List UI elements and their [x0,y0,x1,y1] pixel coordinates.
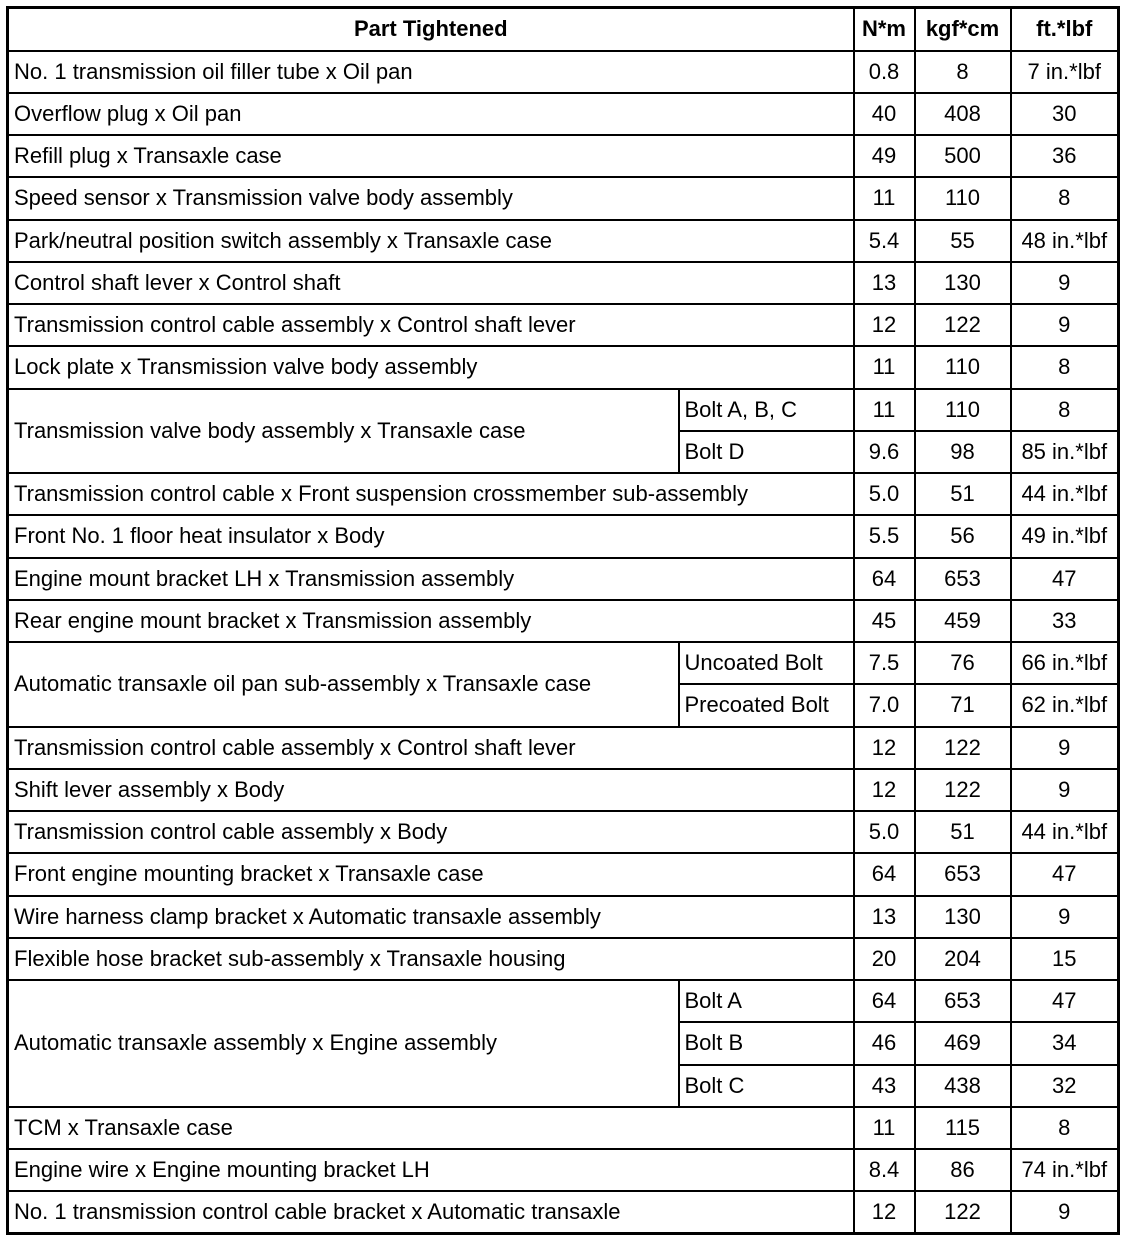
kgf-cell: 459 [915,600,1011,642]
kgf-cell: 653 [915,558,1011,600]
kgf-cell: 122 [915,1191,1011,1233]
ft-lbf-cell: 8 [1011,389,1119,431]
nm-cell: 13 [854,896,915,938]
header-nm: N*m [854,8,915,51]
part-cell: Control shaft lever x Control shaft [8,262,854,304]
ft-lbf-cell: 32 [1011,1065,1119,1107]
ft-lbf-cell: 48 in.*lbf [1011,220,1119,262]
kgf-cell: 76 [915,642,1011,684]
header-ft-lbf: ft.*lbf [1011,8,1119,51]
table-row [8,473,1119,515]
nm-cell: 5.4 [854,220,915,262]
nm-cell: 12 [854,769,915,811]
table-row [8,220,1119,262]
bolt-cell: Bolt D [679,431,854,473]
kgf-cell: 469 [915,1022,1011,1064]
nm-cell: 11 [854,1107,915,1149]
nm-cell: 20 [854,938,915,980]
nm-cell: 11 [854,346,915,388]
kgf-cell: 8 [915,51,1011,93]
header-row [8,8,1119,51]
table-row [8,304,1119,346]
table-row [8,51,1119,93]
part-cell: Refill plug x Transaxle case [8,135,854,177]
table-row [8,1149,1119,1191]
ft-lbf-cell: 62 in.*lbf [1011,684,1119,726]
part-cell: Transmission control cable assembly x Body [8,811,854,853]
kgf-cell: 653 [915,853,1011,895]
table-row [8,980,1119,1022]
nm-cell: 49 [854,135,915,177]
nm-cell: 5.0 [854,473,915,515]
nm-cell: 40 [854,93,915,135]
part-cell: No. 1 transmission oil filler tube x Oil pan [8,51,854,93]
kgf-cell: 110 [915,177,1011,219]
header-part-tightened: Part Tightened [8,8,854,51]
bolt-cell: Bolt A, B, C [679,389,854,431]
kgf-cell: 438 [915,1065,1011,1107]
ft-lbf-cell: 9 [1011,769,1119,811]
ft-lbf-cell: 34 [1011,1022,1119,1064]
part-cell: Automatic transaxle oil pan sub-assembly x Transaxle case [8,642,679,727]
table-row [8,1107,1119,1149]
kgf-cell: 98 [915,431,1011,473]
table-row [8,853,1119,895]
nm-cell: 12 [854,304,915,346]
nm-cell: 46 [854,1022,915,1064]
ft-lbf-cell: 44 in.*lbf [1011,811,1119,853]
ft-lbf-cell: 9 [1011,896,1119,938]
ft-lbf-cell: 33 [1011,600,1119,642]
part-cell: Overflow plug x Oil pan [8,93,854,135]
table-row [8,346,1119,388]
part-cell: Transmission control cable x Front suspension crossmember sub-assembly [8,473,854,515]
kgf-cell: 204 [915,938,1011,980]
nm-cell: 64 [854,853,915,895]
table-row [8,642,1119,684]
table-row [8,896,1119,938]
nm-cell: 5.5 [854,515,915,557]
table-row [8,135,1119,177]
part-cell: Flexible hose bracket sub-assembly x Transaxle housing [8,938,854,980]
kgf-cell: 55 [915,220,1011,262]
bolt-cell: Bolt B [679,1022,854,1064]
table-body [8,51,1119,1234]
table-row [8,811,1119,853]
kgf-cell: 110 [915,389,1011,431]
nm-cell: 12 [854,1191,915,1233]
ft-lbf-cell: 8 [1011,346,1119,388]
kgf-cell: 56 [915,515,1011,557]
nm-cell: 9.6 [854,431,915,473]
bolt-cell: Precoated Bolt [679,684,854,726]
ft-lbf-cell: 9 [1011,1191,1119,1233]
ft-lbf-cell: 49 in.*lbf [1011,515,1119,557]
kgf-cell: 500 [915,135,1011,177]
nm-cell: 64 [854,980,915,1022]
ft-lbf-cell: 15 [1011,938,1119,980]
ft-lbf-cell: 9 [1011,727,1119,769]
nm-cell: 13 [854,262,915,304]
torque-specification-table [6,6,1120,1235]
nm-cell: 45 [854,600,915,642]
kgf-cell: 653 [915,980,1011,1022]
ft-lbf-cell: 47 [1011,558,1119,600]
table-row [8,600,1119,642]
part-cell: Automatic transaxle assembly x Engine assembly [8,980,679,1107]
ft-lbf-cell: 30 [1011,93,1119,135]
table-row [8,262,1119,304]
nm-cell: 7.0 [854,684,915,726]
nm-cell: 8.4 [854,1149,915,1191]
kgf-cell: 71 [915,684,1011,726]
ft-lbf-cell: 9 [1011,262,1119,304]
table-row [8,177,1119,219]
kgf-cell: 115 [915,1107,1011,1149]
part-cell: Shift lever assembly x Body [8,769,854,811]
bolt-cell: Uncoated Bolt [679,642,854,684]
kgf-cell: 51 [915,811,1011,853]
ft-lbf-cell: 47 [1011,980,1119,1022]
table-row [8,93,1119,135]
kgf-cell: 130 [915,262,1011,304]
part-cell: Engine wire x Engine mounting bracket LH [8,1149,854,1191]
table-row [8,769,1119,811]
ft-lbf-cell: 85 in.*lbf [1011,431,1119,473]
ft-lbf-cell: 44 in.*lbf [1011,473,1119,515]
part-cell: Engine mount bracket LH x Transmission assembly [8,558,854,600]
ft-lbf-cell: 47 [1011,853,1119,895]
part-cell: Wire harness clamp bracket x Automatic transaxle assembly [8,896,854,938]
ft-lbf-cell: 74 in.*lbf [1011,1149,1119,1191]
part-cell: Speed sensor x Transmission valve body assembly [8,177,854,219]
bolt-cell: Bolt A [679,980,854,1022]
kgf-cell: 122 [915,769,1011,811]
nm-cell: 11 [854,177,915,219]
nm-cell: 0.8 [854,51,915,93]
table-row [8,515,1119,557]
bolt-cell: Bolt C [679,1065,854,1107]
part-cell: Transmission control cable assembly x Control shaft lever [8,304,854,346]
part-cell: TCM x Transaxle case [8,1107,854,1149]
part-cell: Transmission valve body assembly x Transaxle case [8,389,679,474]
table-row [8,558,1119,600]
nm-cell: 11 [854,389,915,431]
nm-cell: 64 [854,558,915,600]
part-cell: Transmission control cable assembly x Control shaft lever [8,727,854,769]
kgf-cell: 86 [915,1149,1011,1191]
part-cell: Front No. 1 floor heat insulator x Body [8,515,854,557]
nm-cell: 7.5 [854,642,915,684]
header-kgf-cm: kgf*cm [915,8,1011,51]
part-cell: Park/neutral position switch assembly x Transaxle case [8,220,854,262]
part-cell: Lock plate x Transmission valve body assembly [8,346,854,388]
ft-lbf-cell: 8 [1011,1107,1119,1149]
ft-lbf-cell: 8 [1011,177,1119,219]
ft-lbf-cell: 9 [1011,304,1119,346]
part-cell: No. 1 transmission control cable bracket x Automatic transaxle [8,1191,854,1233]
kgf-cell: 122 [915,727,1011,769]
table-row [8,389,1119,431]
table-row [8,938,1119,980]
ft-lbf-cell: 36 [1011,135,1119,177]
kgf-cell: 51 [915,473,1011,515]
part-cell: Rear engine mount bracket x Transmission assembly [8,600,854,642]
nm-cell: 43 [854,1065,915,1107]
ft-lbf-cell: 7 in.*lbf [1011,51,1119,93]
table-row [8,1191,1119,1233]
ft-lbf-cell: 66 in.*lbf [1011,642,1119,684]
part-cell: Front engine mounting bracket x Transaxle case [8,853,854,895]
kgf-cell: 130 [915,896,1011,938]
kgf-cell: 122 [915,304,1011,346]
nm-cell: 5.0 [854,811,915,853]
kgf-cell: 110 [915,346,1011,388]
nm-cell: 12 [854,727,915,769]
kgf-cell: 408 [915,93,1011,135]
table-row [8,727,1119,769]
